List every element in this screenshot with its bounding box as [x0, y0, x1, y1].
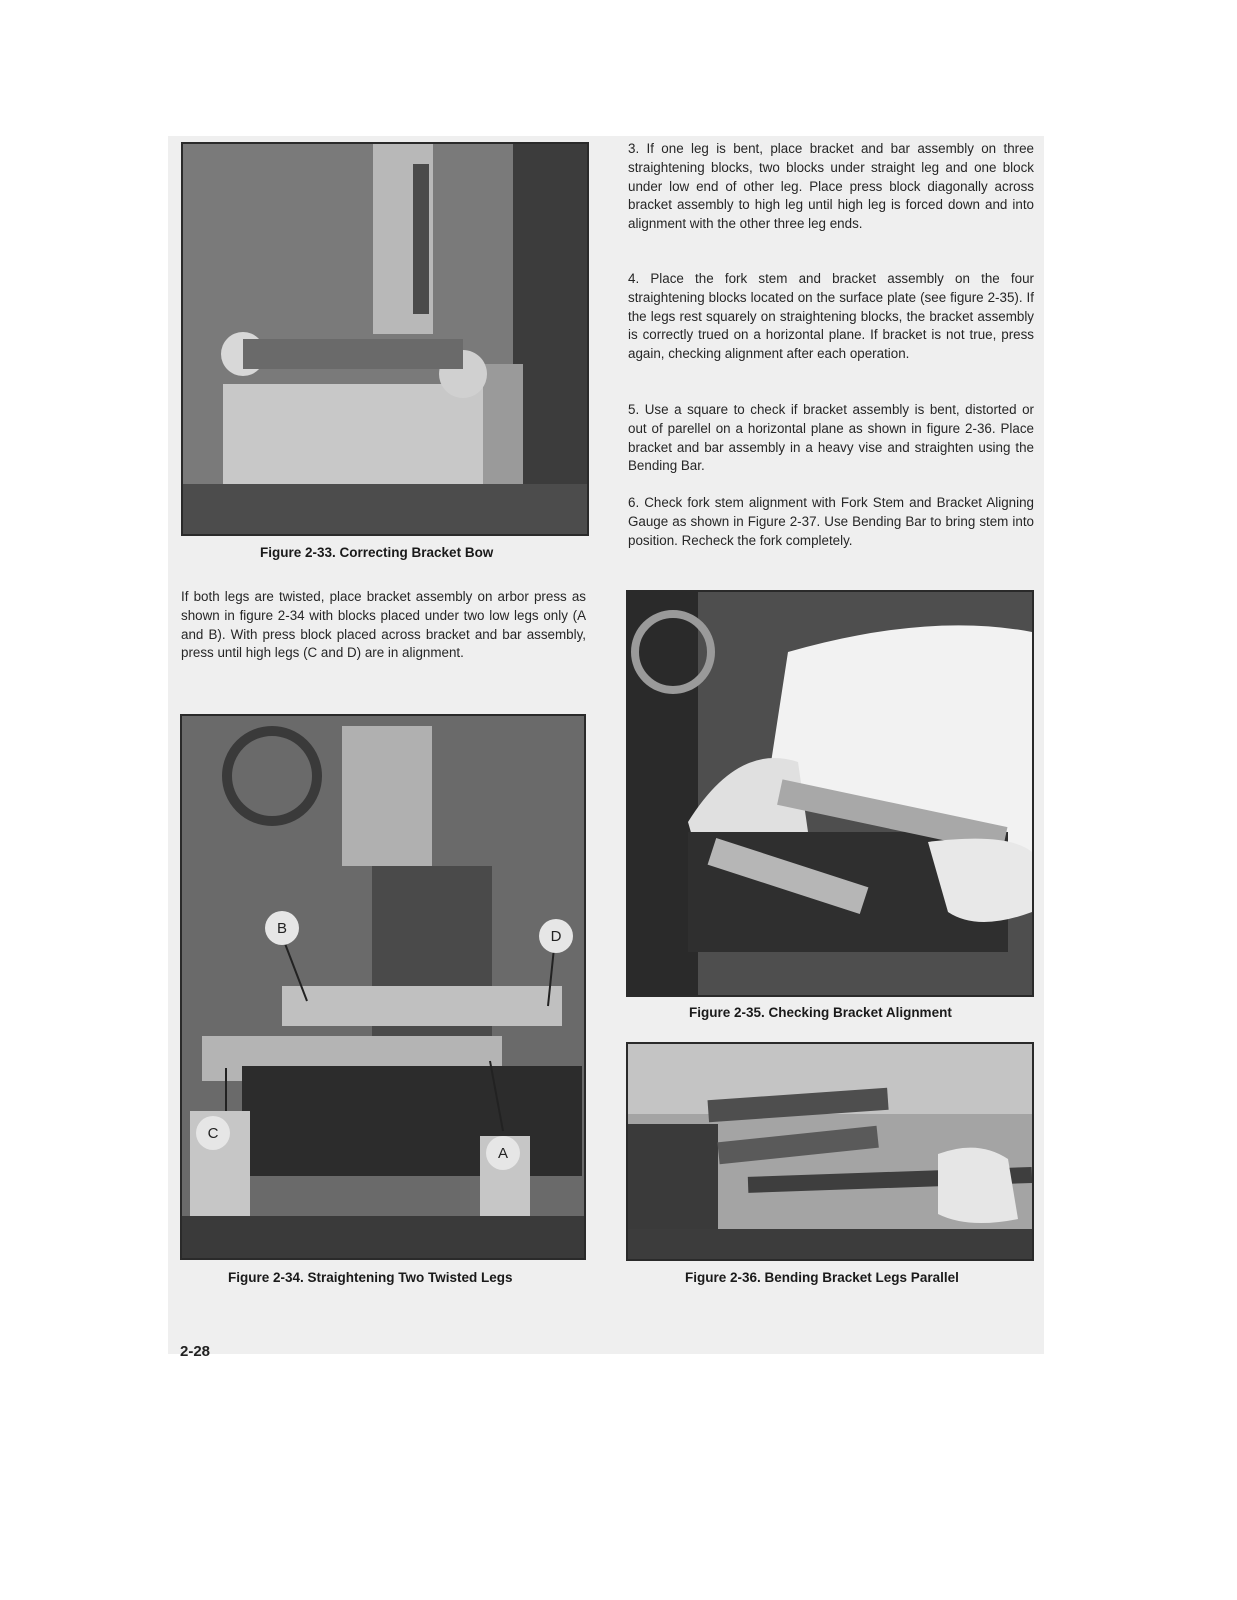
step-4-text: 4. Place the fork stem and bracket assembly on the four straightening blocks located on the surface plate (see figure 2-35). If the legs rest squarely on straightening blocks, the bracket assembly is correctly trued on a horizontal plane. If bracket is not true, press again, checking alignment after each operation.	[628, 271, 1034, 362]
step-3-text: 3. If one leg is bent, place bracket and bar assembly on three straightening blocks, two blocks under straight leg and one block under low end of other leg. Place press block diagonally across bracket assembly to high leg until high leg is forced down and into alignment with the other three leg ends.	[628, 141, 1034, 232]
figure-2-36-photo	[626, 1042, 1034, 1261]
left-paragraph: If both legs are twisted, place bracket assembly on arbor press as shown in figure 2-34 with blocks placed under two low legs only (A and B). With press block placed across bracket and bar assembly, press until high legs (C and D) are in alignment.	[181, 589, 586, 661]
callout-b-marker	[265, 911, 299, 945]
callout-c-marker	[196, 1116, 230, 1150]
callout-b-label: B	[276, 920, 288, 937]
figure-2-35-caption: Figure 2-35. Checking Bracket Alignment	[689, 1005, 952, 1020]
step-6-text: 6. Check fork stem alignment with Fork Stem and Bracket Aligning Gauge as shown in Figure 2-37. Use Bending Bar to bring stem into position. Recheck the fork completely.	[628, 495, 1034, 548]
callout-d-label: D	[550, 928, 562, 945]
figure-2-33-caption: Figure 2-33. Correcting Bracket Bow	[260, 545, 494, 560]
step-5-text: 5. Use a square to check if bracket assembly is bent, distorted or out of parellel on a horizontal plane as shown in figure 2-36. Place bracket and bar assembly in a heavy vise and straighten using the Bending Bar.	[628, 402, 1034, 474]
figure-2-35-photo	[626, 590, 1034, 997]
callout-d-marker	[539, 919, 573, 953]
callout-c-label: C	[207, 1125, 219, 1142]
figure-2-34-photo	[180, 714, 586, 1260]
figure-2-36-caption: Figure 2-36. Bending Bracket Legs Parallel	[685, 1270, 959, 1285]
figure-2-33-photo	[181, 142, 589, 536]
page-number: 2-28	[180, 1343, 211, 1360]
callout-a-marker	[486, 1136, 520, 1170]
figure-2-34-caption: Figure 2-34. Straightening Two Twisted Legs	[228, 1270, 513, 1285]
callout-a-label: A	[497, 1145, 509, 1162]
